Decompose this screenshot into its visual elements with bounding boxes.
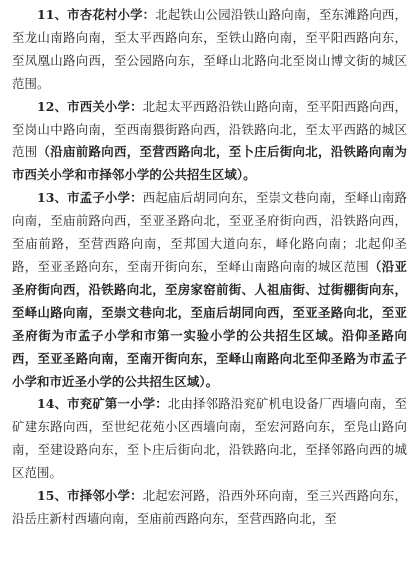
paragraph-heading: 11、市杏花村小学： [37,7,156,22]
paragraph-school-11 [12,4,407,96]
paragraph-heading: 15、市择邻小学： [37,488,143,504]
paragraph-bold-note: （沿亚圣府街向西，沿铁路向北，至房家窑前街、人祖庙街、过街棚街向东，至峄山路向南，至崇文巷向北，至庙后胡同向西，至亚圣路向北，至亚圣府街为市孟子小学和市第一实验小学的公共招生区域。沿仰圣路向西，至亚圣路向南，至南开街向东，至峄山南路向北至仰圣路为市孟子小学和市近圣小学的公共招生区域）。 [12,258,407,389]
paragraph-body: 北起宏河路，沿西外环向南，至三兴西路向东，沿岳庄新村西墙向南，至庙前西路向东，至营西路向北，至 [12,488,407,526]
paragraph-heading: 14、市兖矿第一小学： [37,396,168,412]
paragraph-body: 北起铁山公园沿铁山路向南，至东滩路向西，至龙山南路向南，至太平西路向东，至铁山路向南，至平阳西路向东，至凤凰山路向西，至公园路向东，至峄山北路向北至岗山博文街的城区范围。 [12,7,408,91]
paragraph-body: 西起庙后胡同向东，至崇文巷向南，至峄山南路向南，至庙前路向西，至亚圣路向北，至亚圣府街向西，沿铁路向西，至庙前路，至营西路向南，至邦国大道向东，峄化路向南；北起仰圣路，至亚圣路向东，至南开街向东，至峄山南路向南的城区范围 [12,190,407,274]
paragraph-school-13 [12,187,407,393]
paragraph-heading: 12、市西关小学： [37,98,143,114]
paragraph-bold-note: （沿庙前路向西，至营西路向北，至卜庄后街向北，沿铁路向南为市西关小学和市择邻小学的公共招生区域）。 [12,144,407,183]
paragraph-heading: 13、市孟子小学： [37,190,143,206]
paragraph-body: 北起太平西路沿铁山路向南，至平阳西路向西，至岗山中路向南，至西南猥街路向西，沿铁路向北，至太平西路的城区范围 [12,98,407,160]
paragraph-school-15 [12,485,407,531]
paragraph-school-14 [12,393,407,485]
paragraph-school-12 [12,96,407,188]
paragraph-body: 北由择邻路沿兖矿机电设备厂西墙向南，至矿建东路向西，至世纪花苑小区西墙向南，至宏河路向东，至凫山路向南，至建设路向东，至卜庄后街向北，沿铁路向北，至择邻路向西的城区范围。 [12,396,408,481]
